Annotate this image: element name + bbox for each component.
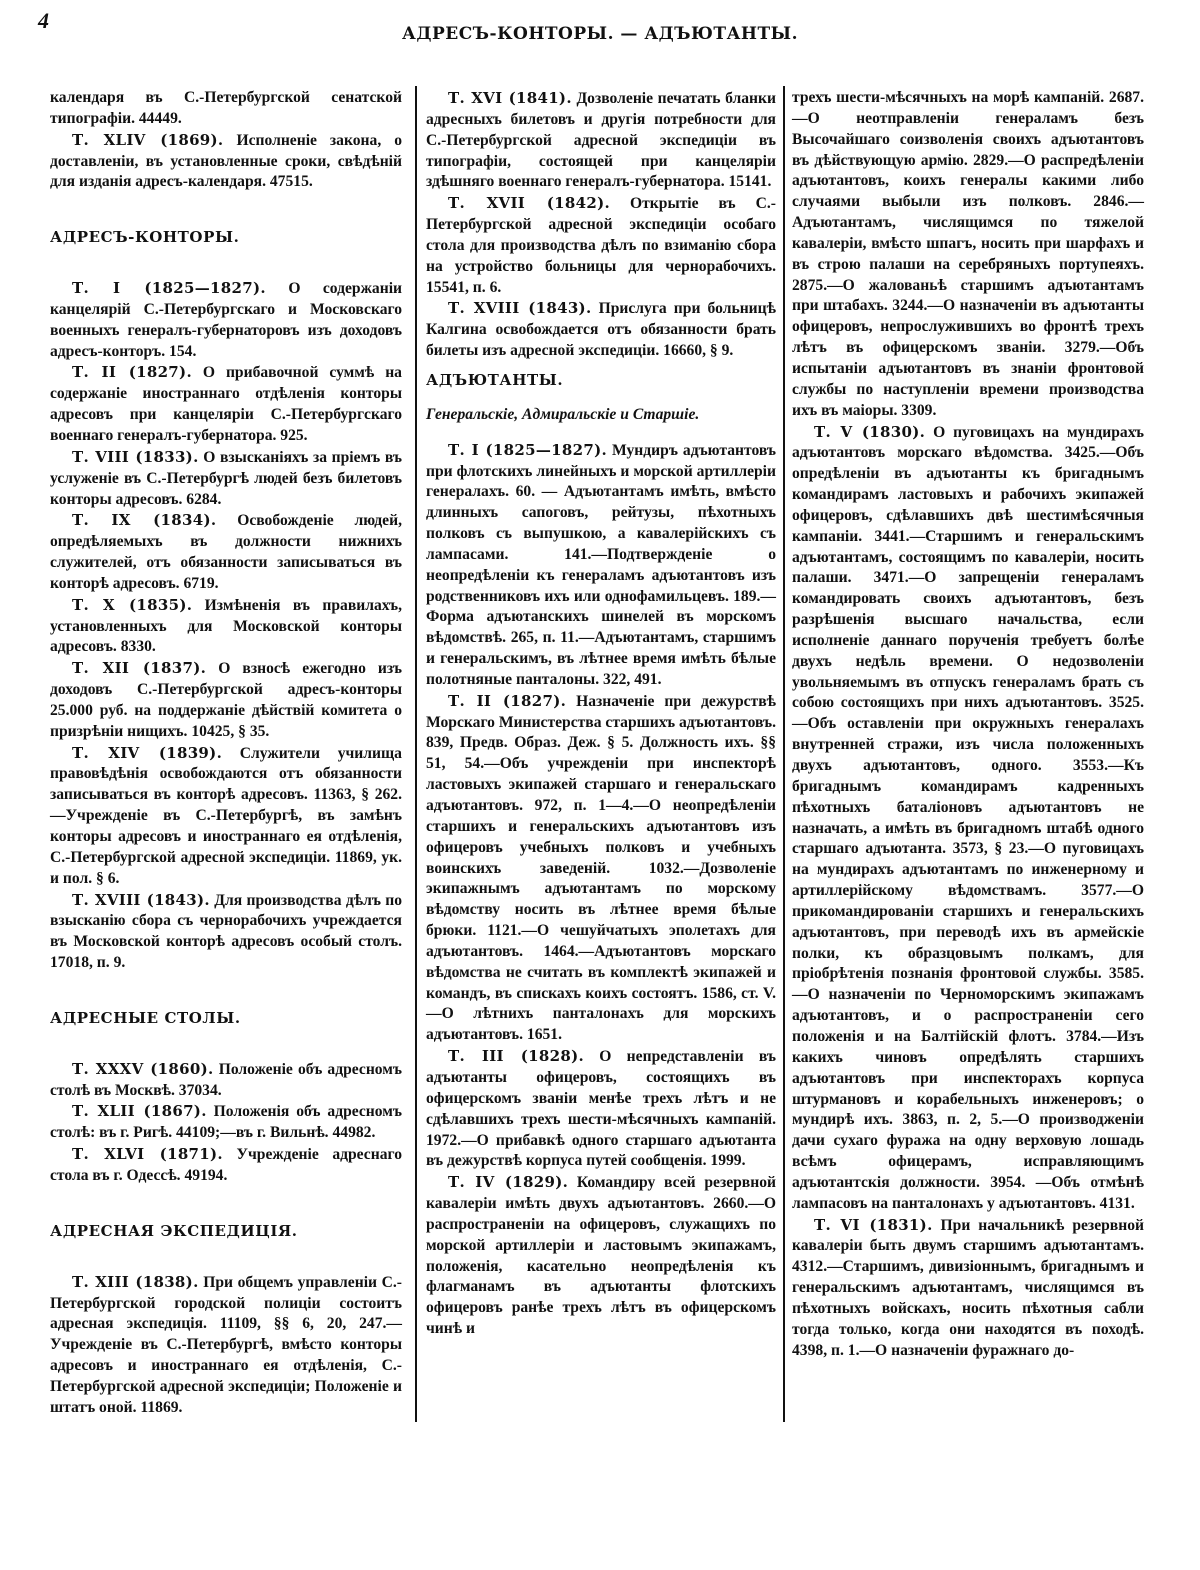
entry-paragraph — [50, 447, 402, 511]
entry-volume-year: Т. XVII (1842). — [448, 194, 610, 213]
entry-volume-year: Т. XVIII (1843). — [448, 299, 592, 318]
column-3 — [792, 88, 1144, 1361]
entry-volume-year: Т. XIII (1838). — [72, 1272, 199, 1291]
entry-paragraph — [426, 193, 776, 298]
entry-text: При начальникѣ резервной кавалеріи быть двумъ старшимъ адъютантамъ. 4312.—Старшимъ, дивизіоннымъ, бригаднымъ и генеральскимъ адъютантамъ, числящимся въ пѣхотныхъ войскахъ, носить пѣхотныя сабли тогда только, когда они находятся въ походѣ. 4398, п. 1.—О назначеніи фуражнаго до- — [792, 1216, 1144, 1359]
entry-volume-year: Т. I (1825—1827). — [448, 440, 608, 459]
column-divider — [783, 86, 785, 1422]
entry-paragraph — [426, 298, 776, 362]
entry-text: О непредставленіи въ адъютанты офицеровъ, состоящихъ въ офицерскомъ званіи менѣе трехъ лѣтъ и не сдѣлавшихъ трехъ шести-мѣсячныхъ кампаній. 1972.—О прибавкѣ одного старшаго адъютанта въ дежурствѣ корпуса путей сообщенія. 1999. — [426, 1048, 776, 1170]
entry-volume-year: Т. I (1825—1827). — [72, 279, 266, 298]
entry-paragraph — [50, 658, 402, 742]
running-title: АДРЕСЪ-КОНТОРЫ. — АДЪЮТАНТЫ. — [402, 24, 798, 44]
entry-text: Командиру всей резервной кавалеріи имѣть двухъ адъютантовъ. 2660.—О распространеніи на офицеровъ, служащихъ по морской артиллеріи и ластовымъ экипажамъ, положенія, касательно неопредѣленія къ флагманамъ въ адъютанты флотскихъ офицеровъ ранѣе трехъ лѣтъ въ офицерскомъ чинѣ и — [426, 1174, 776, 1338]
entry-volume-year: Т. XLVI (1871). — [72, 1145, 223, 1164]
entry-text: Положенія объ адресномъ столѣ: въ г. Ригѣ. 44109;—въ г. Вильнѣ. 44982. — [50, 1103, 402, 1142]
entry-text: О взносѣ ежегодно изъ доходовъ С.-Петербургской адресъ-конторы 25.000 руб. на поддержаніе дѣйствій комитета о призрѣніи нищихъ. 10425, § 35. — [50, 660, 402, 740]
entry-paragraph — [50, 743, 402, 890]
entry-volume-year: Т. VIII (1833). — [72, 447, 199, 466]
section-subheading: Генеральскіе, Адмиральскіе и Старшіе. — [426, 405, 700, 423]
entry-text: Учрежденіе адреснаго стола въ г. Одессѣ. 49194. — [50, 1146, 402, 1184]
entry-paragraph — [50, 362, 402, 446]
entry-volume-year: Т. XVI (1841). — [448, 89, 572, 107]
entry-paragraph — [426, 1046, 776, 1172]
entry-text: Назначеніе при дежурствѣ Морскаго Министерства старшихъ адъютантовъ. 839, Предв. Образ. Деж. § 5. Должность ихъ. §§ 51, 54.—Объ учрежденіи при инспекторѣ ластовыхъ экипажей старшаго и генеральскаго адъютантовъ. 972, п. 1—4.—О неопредѣленіи старшихъ и генеральскихъ адъютантовъ изъ офицеровъ учебныхъ полковъ и учебныхъ воинскихъ заведеній. 1032.—Дозволеніе экипажнымъ адъютантамъ по морскому вѣдомству носить въ лѣтнее время бѣлые брюки. 1121.—О чешуйчатыхъ эполетахъ для адъютантовъ. 1464.—Адъютантовъ морскаго вѣдомства не считать въ комплектѣ экипажей и командъ, въ спискахъ коихъ состоятъ. 1586, ст. V.—О лѣтнихъ панталонахъ для морскихъ адъютантовъ. 1651. — [426, 692, 776, 1044]
column-2 — [426, 88, 776, 1340]
entry-volume-year: Т. XIV (1839). — [72, 743, 223, 762]
entry-paragraph — [50, 595, 402, 659]
entry-paragraph — [426, 1172, 776, 1340]
entry-volume-year: Т. VI (1831). — [814, 1215, 933, 1234]
section-heading: АДРЕСНАЯ ЭКСПЕДИЦІЯ. — [50, 1221, 298, 1240]
entry-text: При общемъ управленіи С.-Петербургской городской полиціи состоитъ адресная экспедиція. 11109, §§ 6, 20, 247.—Учрежденіе въ С.-Петербургѣ, вмѣсто конторы адресовъ и иностраннаго ея отдѣленія, С.-Петербургской адресной экспедиціи; Положеніе и штатъ оной. 11869. — [50, 1273, 402, 1416]
entry-text: Служители училища правовѣдѣнія освобождаются отъ обязанности записываться въ конторѣ адресовъ. 11363, § 262.—Учрежденіе въ С.-Петербургѣ, въ замѣнъ конторы адресовъ и иностраннаго ея отдѣленія, С.-Петербургской адресной экспедиціи. 11869, ук. и пол. § 6. — [50, 744, 402, 887]
entry-text: трехъ шести-мѣсячныхъ на морѣ кампаній. 2687.—О неотправленіи генераламъ безъ Высочайшаго соизволенія своихъ адъютантовъ въ дѣйствующую армію. 2829.—О распредѣленіи адъютантовъ, коихъ генералы какими либо случаями выбыли изъ полковъ. 2846.—Адъютантамъ, числящимся по тяжелой кавалеріи, вмѣсто шпагъ, носить при шарфахъ и въ строю палаши на серебряныхъ портупеяхъ. 2875.—О жалованьѣ старшимъ адъютантамъ при штабахъ. 3244.—О назначеніи въ адъютанты офицеровъ, непрослужившихъ во фронтѣ трехъ лѣтъ въ офицерскомъ званіи. 3279.—Объ испытаніи адъютантовъ въ знаніи фронтовой службы по наступленіи времени производства ихъ въ маіоры. 3309. — [792, 89, 1144, 419]
entry-text: Мундиръ адъютантовъ при флотскихъ линейныхъ и морской артиллеріи генералахъ. 60. — Адъютантамъ имѣть, вмѣсто длинныхъ сапоговъ, рейтузы, пѣхотныхъ полковъ съ выпушкою, а кавалерійскихъ съ лампасами. 141.—Подтвержденіе о неопредѣленіи къ генераламъ адъютантовъ изъ родственниковъ ихъ или однофамильцевъ. 189.—Форма адъютанскихъ шинелей въ морскомъ вѣдомствѣ. 265, п. 11.—Адъютантамъ, старшимъ и генеральскимъ, въ лѣтнее время имѣть бѣлые полотняные панталоны. 322, 491. — [426, 441, 777, 688]
entry-text: О взысканіяхъ за пріемъ въ услуженіе въ С.-Петербургѣ людей безъ билетовъ конторы адресовъ. 6284. — [50, 448, 402, 508]
entry-volume-year: Т. X (1835). — [72, 595, 193, 614]
entry-volume-year: Т. II (1827). — [448, 691, 567, 710]
entry-paragraph — [50, 1144, 402, 1187]
entry-paragraph — [50, 130, 402, 194]
entry-text: О пуговицахъ на мундирахъ адъютантовъ морскаго вѣдомства. 3425.—Объ опредѣленіи въ адъютанты къ бригаднымъ командирамъ ластовыхъ и рабочихъ экипажей офицеровъ, сдѣлавшихъ двѣ шестимѣсячныя кампаніи. 3441.—Старшимъ и генеральскимъ адъютантамъ, состоящимъ по кавалеріи, носить палаши. 3471.—О запрещеніи генераламъ командировать своихъ адъютантовъ, безъ разрѣшенія высшаго начальства, если исполненіе даннаго порученія требуетъ болѣе двухъ недѣль времени. О недозволеніи увольняемымъ въ отпускъ генераламъ брать съ собою состоящихъ при нихъ адъютантовъ. 3525.—Объ оставленіи при окружныхъ генералахъ внутренней стражи, изъ числа положенныхъ двухъ адъютантовъ, одного. 3553.—Къ бригаднымъ командирамъ кадренныхъ пѣхотныхъ баталіоновъ адъютантовъ не назначать, а имѣть въ бригадномъ штабѣ одного старшаго адъютанта. 3573, § 23.—О пуговицахъ на мундирахъ адъютантамъ по инженерному и артиллерійскому вѣдомствамъ. 3577.—О прикомандированіи старшихъ и генеральскихъ адъютантовъ, при переводѣ ихъ въ армейскіе полки, къ образцовымъ полкамъ, для пріобрѣтенія познанія фронтовой службы. 3585.—О назначеніи по Черноморскимъ экипажамъ адъютантовъ, и о распространеніи сего положенія и на Балтійскій флотъ. 3784.—Изъ какихъ чиновъ опредѣлять старшихъ адъютантовъ при инспекторахъ корпуса штурмановъ и корабельныхъ инженеровъ; о мундирѣ ихъ. 3863, п. 2, 5.—О производженіи дачи сухаго фуража на одну верховую лошадь всѣмъ офицерамъ, исправляющимъ адъютантскія должности. 3954. —Объ отмѣнѣ лампасовъ на панталонахъ у адъютантовъ. 4131. — [792, 423, 1144, 1212]
page-number: 4 — [38, 8, 49, 33]
entry-volume-year: Т. IX (1834). — [72, 511, 217, 530]
entry-text: О содержаніи канцелярій С.-Петербургскаго и Московскаго военныхъ генералъ-губернаторовъ изъ доходовъ адресъ-конторъ. 154. — [50, 280, 403, 360]
entry-volume-year: Т. III (1828). — [448, 1047, 584, 1066]
entry-text: Для производства дѣлъ по взысканію сбора съ чернорабочихъ учреждается въ Московской конторѣ адресовъ особый столъ. 17018, п. 9. — [50, 891, 402, 972]
entry-paragraph — [50, 1059, 402, 1102]
entry-paragraph — [50, 1101, 402, 1144]
entry-text: Освобожденіе людей, опредѣляемыхъ въ должности нижнихъ служителей, отъ обязанности записываться въ конторѣ адресовъ. 6719. — [50, 512, 402, 592]
entry-text: Измѣненія въ правилахъ, установленныхъ для Московской конторы адресовъ. 8330. — [50, 596, 402, 656]
entry-volume-year: Т. XLII (1867). — [72, 1102, 207, 1121]
entry-paragraph — [426, 440, 776, 691]
entry-volume-year: Т. V (1830). — [814, 422, 926, 441]
entry-text: календаря въ С.-Петербургской сенатской типографіи. 44449. — [50, 89, 402, 127]
entry-paragraph — [50, 278, 402, 362]
entry-text: Положеніе объ адресномъ столѣ въ Москвѣ. 37034. — [50, 1060, 403, 1099]
section-heading: АДРЕСНЫЕ СТОЛЫ. — [50, 1008, 241, 1027]
column-divider — [415, 86, 417, 1422]
entry-paragraph — [50, 890, 402, 974]
entry-text: Прислуга при больницѣ Калгина освобождается отъ обязанности брать билеты изъ адресной экспедиціи. 16660, § 9. — [426, 300, 776, 360]
entry-paragraph — [50, 1272, 402, 1419]
entry-text: О прибавочной суммѣ на содержаніе иностраннаго отдѣленія конторы адресовъ при канцеляріи С.-Петербургскаго военнаго генералъ-губернатора. 925. — [50, 364, 402, 444]
section-heading: АДРЕСЪ-КОНТОРЫ. — [50, 228, 240, 247]
entry-paragraph — [50, 510, 402, 594]
section-heading: АДЪЮТАНТЫ. — [426, 370, 564, 389]
entry-text: Открытіе въ С.-Петербургской адресной экспедиціи особаго стола для производства дѣлъ по взиманію сбора на устройство больницы для чернорабочихъ. 15541, п. 6. — [426, 195, 776, 296]
entry-volume-year: Т. XVIII (1843). — [72, 890, 210, 909]
entry-text: Исполненіе закона, о доставленіи, въ установленные сроки, свѣдѣній для изданія адресъ-календаря. 47515. — [50, 131, 402, 191]
column-1 — [50, 88, 402, 1419]
entry-volume-year: Т. IV (1829). — [448, 1173, 569, 1192]
entry-paragraph — [792, 1215, 1144, 1362]
entry-paragraph — [792, 88, 1144, 422]
entry-paragraph — [426, 88, 776, 193]
entry-volume-year: Т. XXXV (1860). — [72, 1059, 214, 1078]
entry-text: Дозволеніе печатать бланки адресныхъ билетовъ и другія потребности для С.-Петербургской адресной экспедиціи въ типографіи, состоящей при канцеляріи здѣшняго военнаго генералъ-губернатора. 15141. — [426, 90, 776, 191]
entry-volume-year: Т. XLIV (1869). — [72, 130, 224, 149]
entry-paragraph — [426, 691, 776, 1046]
entry-paragraph — [50, 88, 402, 130]
entry-volume-year: Т. II (1827). — [72, 363, 192, 382]
entry-paragraph — [792, 422, 1144, 1215]
entry-volume-year: Т. XII (1837). — [72, 659, 207, 678]
